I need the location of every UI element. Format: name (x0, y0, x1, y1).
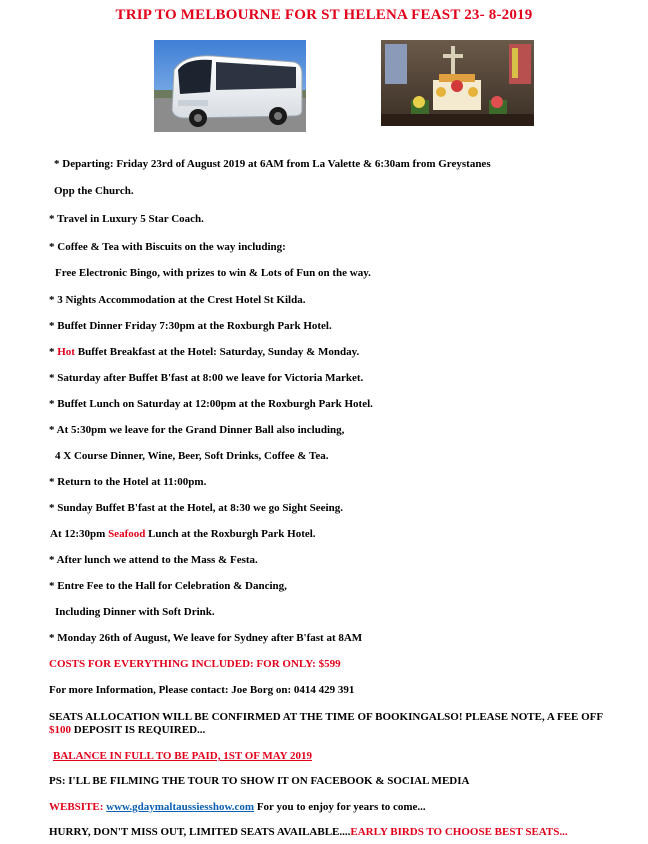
itinerary-line: * Coffee & Tea with Biscuits on the way including: (49, 241, 286, 253)
itinerary-text: At 12:30pm (50, 528, 109, 540)
deposit-amount: $100 (49, 724, 71, 736)
seats-notice-line2 (49, 724, 205, 736)
itinerary-line: * Entre Fee to the Hall for Celebration & Dancing, (49, 580, 287, 592)
website-label: WEBSITE: (49, 801, 107, 813)
itinerary-line: 4 X Course Dinner, Wine, Beer, Soft Drinks, Coffee & Tea. (55, 450, 329, 462)
seafood-highlight: Seafood (108, 528, 146, 540)
hurry-line (49, 826, 568, 838)
itinerary-text: Lunch at the Roxburgh Park Hotel. (145, 528, 316, 540)
itinerary-line: * Monday 26th of August, We leave for Sydney after B'fast at 8AM (49, 632, 363, 644)
itinerary-line: * Buffet Dinner Friday 7:30pm at the Roxburgh Park Hotel. (49, 320, 332, 332)
costs-line: COSTS FOR EVERYTHING INCLUDED: FOR ONLY: $599 (49, 658, 341, 670)
church-altar-photo (381, 40, 534, 126)
website-tail: For you to enjoy for years to come... (254, 801, 426, 813)
itinerary-line: * Sunday Buffet B'fast at the Hotel, at 8:30 we go Sight Seeing. (49, 502, 343, 514)
itinerary-line: Including Dinner with Soft Drink. (55, 606, 215, 618)
hurry-text: HURRY, DON'T MISS OUT, LIMITED SEATS AVAILABLE.... (49, 826, 351, 838)
itinerary-line (50, 528, 316, 540)
itinerary-line: * After lunch we attend to the Mass & Festa. (49, 554, 258, 566)
itinerary-line: * Travel in Luxury 5 Star Coach. (49, 213, 204, 225)
balance-line: BALANCE IN FULL TO BE PAID, 1ST OF MAY 2019 (53, 750, 312, 762)
hot-highlight: Hot (57, 346, 75, 358)
page-title: TRIP TO MELBOURNE FOR ST HELENA FEAST 23- 8-2019 (115, 7, 533, 23)
itinerary-line: Opp the Church. (54, 185, 134, 197)
contact-line: For more Information, Please contact: Joe Borg on: 0414 429 391 (49, 684, 355, 696)
itinerary-line: * Return to the Hotel at 11:00pm. (49, 476, 207, 488)
bullet: * (49, 346, 58, 358)
itinerary-line: * Departing: Friday 23rd of August 2019 at 6AM from La Valette & 6:30am from Greystanes (54, 158, 491, 170)
itinerary-line: * At 5:30pm we leave for the Grand Dinner Ball also including, (49, 424, 345, 436)
ps-line: PS: I'LL BE FILMING THE TOUR TO SHOW IT ON FACEBOOK & SOCIAL MEDIA (49, 775, 470, 787)
itinerary-line: Free Electronic Bingo, with prizes to win & Lots of Fun on the way. (55, 267, 371, 279)
coach-bus-photo (154, 40, 306, 132)
itinerary-line: * Saturday after Buffet B'fast at 8:00 we leave for Victoria Market. (49, 372, 364, 384)
itinerary-text: Buffet Breakfast at the Hotel: Saturday, Sunday & Monday. (74, 346, 360, 358)
deposit-text: DEPOSIT IS REQUIRED... (71, 724, 206, 736)
early-birds-text: EARLY BIRDS TO CHOOSE BEST SEATS... (350, 826, 568, 838)
website-link[interactable]: www.gdaymaltaussiesshow.com (106, 801, 255, 813)
itinerary-line: * 3 Nights Accommodation at the Crest Hotel St Kilda. (49, 294, 306, 306)
seats-notice-line1: SEATS ALLOCATION WILL BE CONFIRMED AT THE TIME OF BOOKINGALSO! PLEASE NOTE, A FEE OFF (49, 711, 604, 723)
itinerary-line (49, 346, 359, 358)
itinerary-line: * Buffet Lunch on Saturday at 12:00pm at the Roxburgh Park Hotel. (49, 398, 373, 410)
website-line (49, 801, 426, 813)
